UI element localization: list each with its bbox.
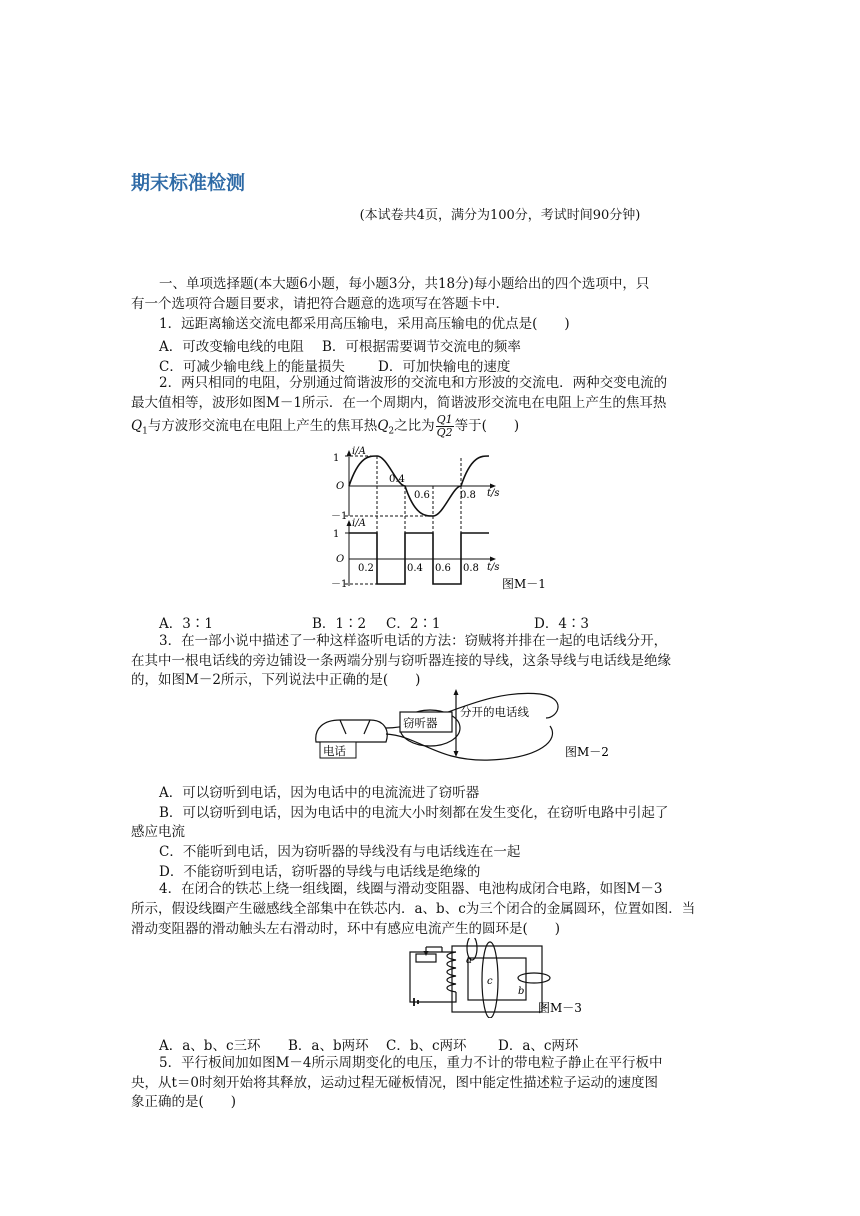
top-tick-1: 0.6: [414, 490, 430, 501]
circuit-wire: [410, 952, 456, 1002]
fraction-denominator: Q2: [436, 426, 453, 439]
bottom-y-pos: 1: [333, 529, 340, 540]
top-xlabel: t/s: [487, 488, 500, 499]
bottom-tick-1: 0.4: [407, 563, 423, 574]
q2-line3-end: 等于( ): [454, 418, 520, 434]
q5-line2: 央，从t＝0时刻开始将其释放，运动过程无碰板情况，图中能定性描述粒子运动的速度图: [131, 1075, 659, 1091]
bottom-ylabel: i/A: [352, 518, 366, 529]
q1-option-c: C．可减少输电线上的能量损失: [159, 359, 345, 375]
top-graph: [345, 450, 496, 516]
q2-line1: 2．两只相同的电阻，分别通过简谐波形的交流电和方形波的交流电．两种交变电流的: [159, 375, 668, 391]
q1-option-d: D．可加快输电的速度: [378, 359, 511, 375]
q2-line3-mid: 与方波形交流电在电阻上产生的焦耳热: [147, 418, 378, 434]
q3-option-c: C．不能听到电话，因为窃听器的导线没有与电话线连在一起: [159, 844, 521, 860]
telephone-body: [316, 720, 387, 742]
q4-line1: 4．在闭合的铁芯上绕一组线圈，线圈与滑动变阻器、电池构成闭合电路，如图M－3: [159, 881, 663, 897]
exam-note: (本试卷共4页，满分为100分，考试时间90分钟): [359, 208, 641, 223]
page-title: 期末标准检测: [131, 172, 246, 194]
figure-m1-caption: 图M－1: [502, 577, 546, 591]
q2-option-d: D．4∶3: [534, 616, 590, 632]
ring-c-label: c: [487, 976, 493, 987]
q4-option-a: A．a、b、c三环: [159, 1038, 261, 1054]
q1-option-a: A．可改变输电线的电阻: [159, 339, 304, 355]
q2-symbol: Q: [377, 418, 389, 434]
q5-line3: 象正确的是( ): [131, 1094, 237, 1110]
bottom-origin: O: [336, 554, 345, 565]
q4-option-d: D．a、c两环: [498, 1038, 579, 1054]
ring-a-label: a: [466, 955, 472, 966]
bottom-tick-3: 0.8: [463, 563, 479, 574]
q3-option-b-line2: 感应电流: [131, 824, 185, 840]
bottom-xlabel: t/s: [487, 562, 500, 573]
q3-option-d: D．不能窃听到电话，窃听器的导线与电话线是绝缘的: [159, 864, 481, 880]
q4-option-b: B．a、b两环: [288, 1038, 369, 1054]
figure-m3-caption: 图M－3: [538, 1001, 582, 1015]
wires-label: 分开的电话线: [460, 705, 529, 719]
ratio-fraction: [436, 414, 454, 439]
q2-line2: 最大值相等，波形如图M－1所示．在一个周期内，简谐波形交流电在电阻上产生的焦耳热: [131, 395, 667, 411]
fraction-numerator: Q1: [436, 413, 453, 426]
q1-subscript: 1: [142, 426, 148, 437]
figure-m2: [310, 684, 610, 764]
phone-label: 电话: [323, 744, 346, 758]
q3-line2: 在其中一根电话线的旁边铺设一条两端分别与窃听器连接的导线，这条导线与电话线是绝缘: [131, 653, 671, 669]
q3-line1: 3．在一部小说中描述了一种这样盗听电话的方法：窃贼将并排在一起的电话线分开，: [159, 633, 668, 649]
q3-option-a: A．可以窃听到电话，因为电话中的电流流进了窃听器: [159, 785, 480, 801]
q2-line3: [131, 414, 519, 441]
figure-m1: [330, 446, 600, 592]
bottom-tick-2: 0.6: [435, 563, 451, 574]
ring-b-label: b: [518, 986, 525, 997]
q3-line3: 的，如图M－2所示，下列说法中正确的是( ): [131, 672, 421, 688]
q2-option-b: B．1∶2: [312, 616, 367, 632]
q3-option-b-line1: B．可以窃听到电话，因为电话中的电流大小时刻都在发生变化，在窃听电路中引起了: [159, 805, 669, 821]
q4-line2: 所示，假设线圈产生磁感线全部集中在铁芯内．a、b、c为三个闭合的金属圆环，位置如图．当: [131, 901, 696, 917]
ring-b: [518, 973, 550, 983]
bug-label: 窃听器: [403, 716, 438, 730]
top-ylabel: i/A: [352, 446, 366, 457]
q1-stem: 1．远距离输送交流电都采用高压输电，采用高压输电的优点是( ): [159, 316, 570, 332]
q1-symbol: Q: [131, 418, 143, 434]
figure-m3: [400, 938, 600, 1018]
top-tick-0: 0.4: [389, 474, 405, 485]
q5-line1: 5．平行板间加如图M－4所示周期变化的电压，重力不计的带电粒子静止在平行板中: [159, 1055, 663, 1071]
bottom-tick-0: 0.2: [358, 563, 374, 574]
top-y-neg: －1: [331, 511, 348, 522]
q2-line3-ratio: 之比为: [394, 418, 435, 434]
top-origin: O: [336, 481, 345, 492]
section-heading-line1: 一、单项选择题(本大题6小题，每小题3分，共18分)每小题给出的四个选项中，只: [159, 276, 650, 292]
q2-option-c: C．2∶1: [386, 616, 441, 632]
q2-option-a: A．3∶1: [159, 616, 213, 632]
q1-option-b: B．可根据需要调节交流电的频率: [322, 339, 521, 355]
q4-option-c: C．b、c两环: [386, 1038, 467, 1054]
top-tick-2: 0.8: [460, 490, 476, 501]
section-heading-line2: 有一个选项符合题目要求，请把符合题意的选项写在答题卡中.: [131, 296, 500, 312]
q4-line3: 滑动变阻器的滑动触头左右滑动时，环中有感应电流产生的圆环是( ): [131, 921, 561, 937]
q2-subscript: 2: [388, 426, 395, 437]
top-y-pos: 1: [333, 453, 340, 464]
figure-m2-caption: 图M－2: [565, 745, 609, 759]
bottom-y-neg: －1: [331, 579, 348, 590]
